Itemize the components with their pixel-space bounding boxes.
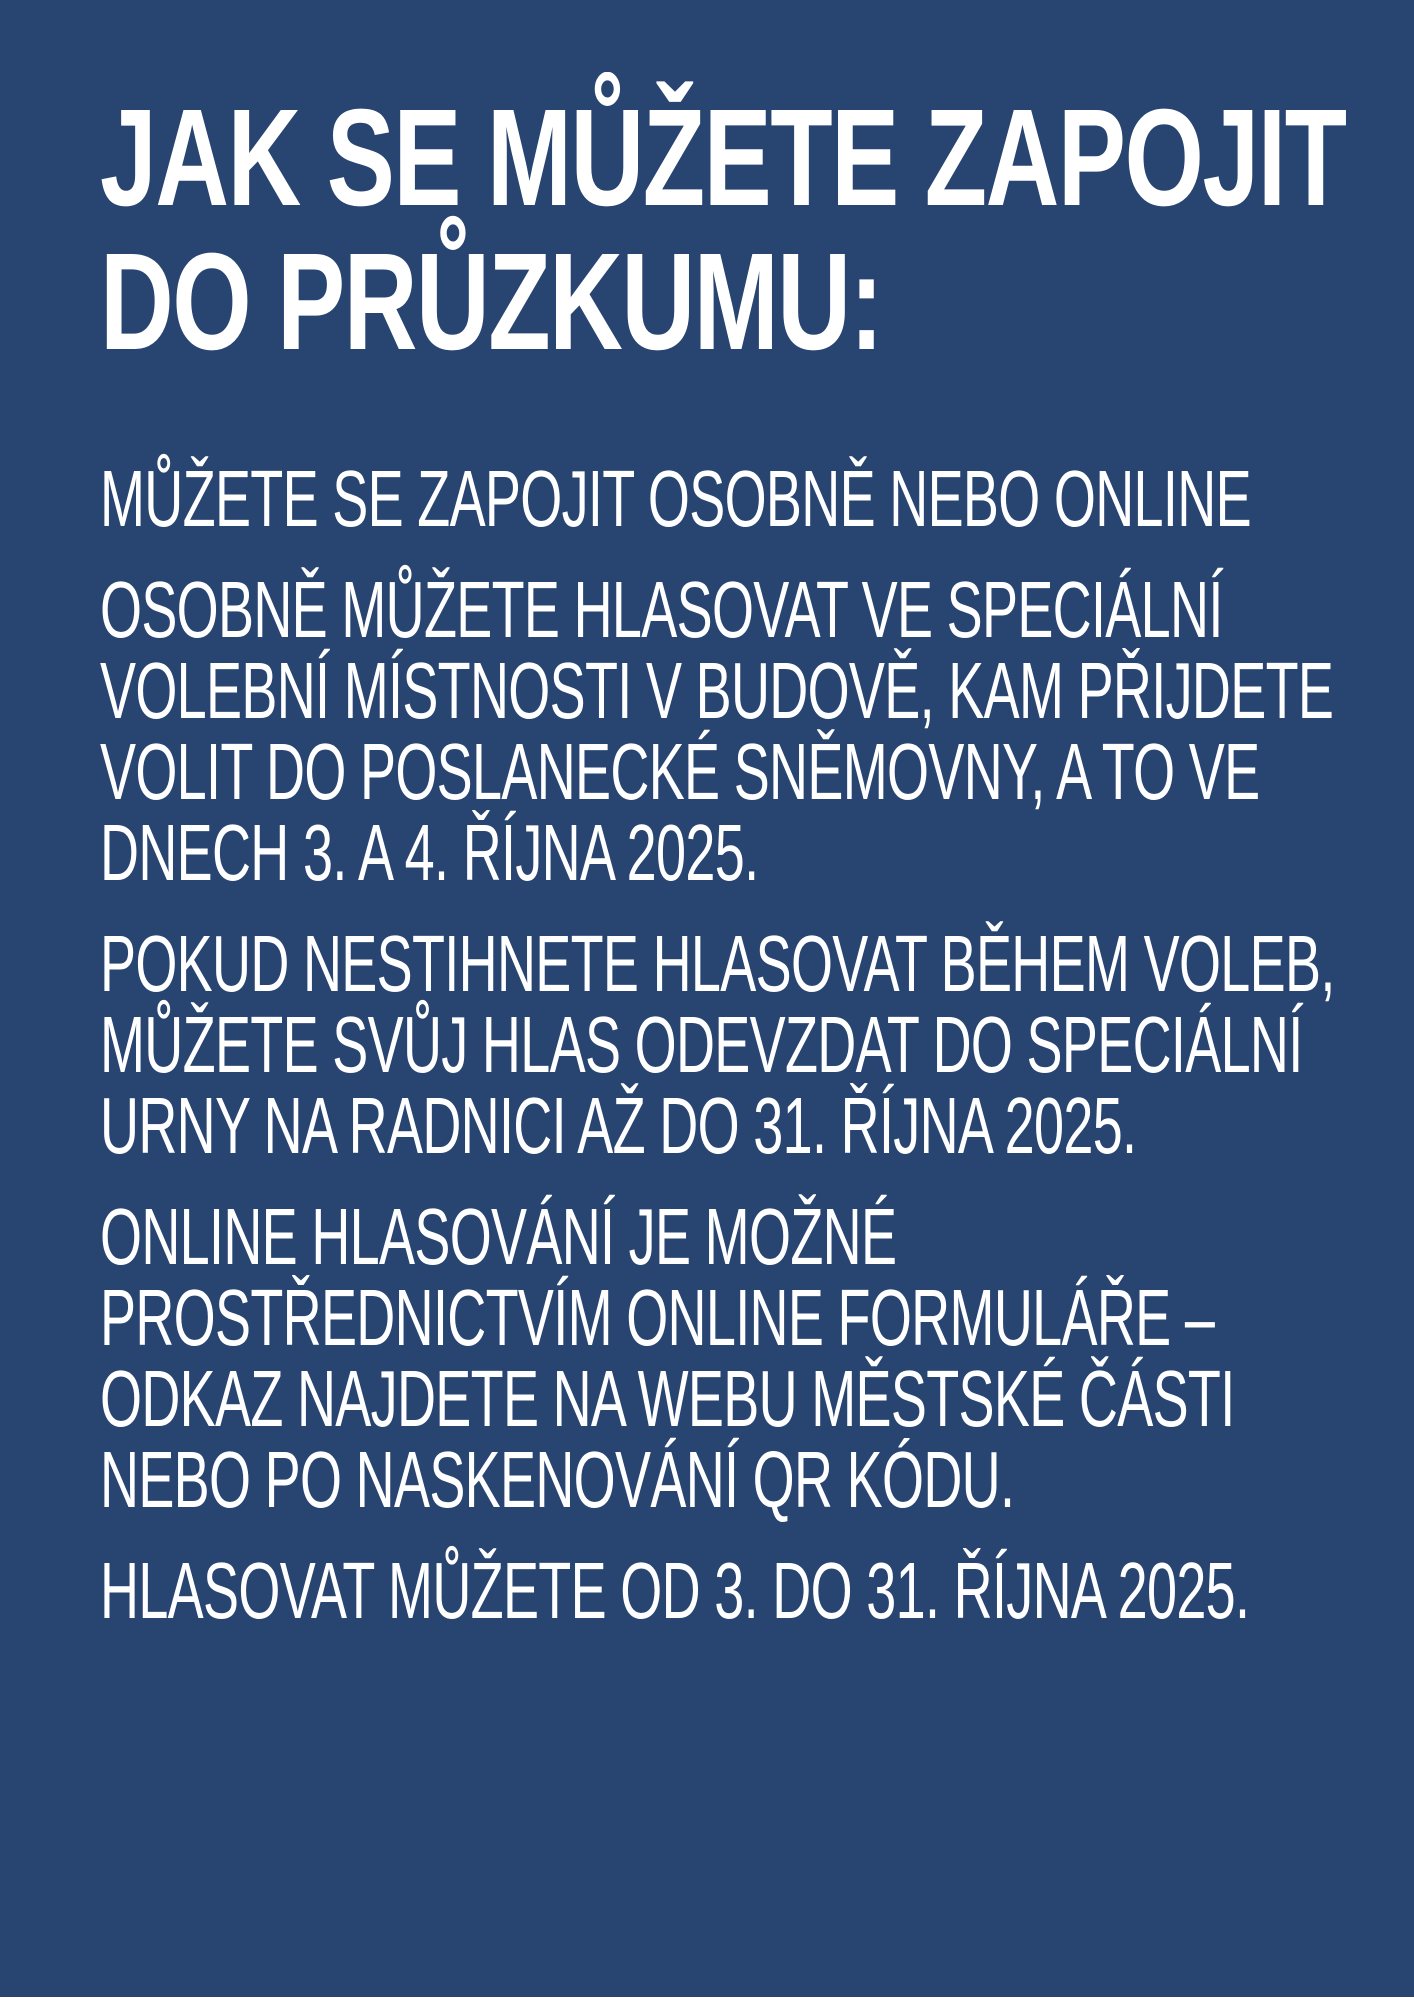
text-line: ODKAZ NAJDETE NA WEBU MĚSTSKÉ ČÁSTI [100, 1354, 1235, 1443]
text-line: ONLINE HLASOVÁNÍ JE MOŽNÉ [100, 1192, 897, 1281]
paragraph-in-person-voting [100, 565, 1349, 897]
text-line: URNY NA RADNICI AŽ DO 31. ŘÍJNA 2025. [100, 1081, 1137, 1170]
text-line: MŮŽETE SE ZAPOJIT OSOBNĚ NEBO ONLINE [100, 454, 1251, 543]
title-line-1: JAK SE MŮŽETE ZAPOJIT [100, 81, 1346, 235]
text-line: VOLIT DO POSLANECKÉ SNĚMOVNY, A TO VE [100, 727, 1260, 816]
paragraph-participation-mode [100, 454, 1349, 543]
text-line: NEBO PO NASKENOVÁNÍ QR KÓDU. [100, 1435, 1015, 1524]
text-line: POKUD NESTIHNETE HLASOVAT BĚHEM VOLEB, [100, 919, 1335, 1008]
text-line: OSOBNĚ MŮŽETE HLASOVAT VE SPECIÁLNÍ [100, 565, 1223, 654]
text-line: PROSTŘEDNICTVÍM ONLINE FORMULÁŘE – [100, 1273, 1215, 1362]
text-line: HLASOVAT MŮŽETE OD 3. DO 31. ŘÍJNA 2025. [100, 1546, 1250, 1635]
body-text [100, 454, 1354, 1635]
text-line: VOLEBNÍ MÍSTNOSTI V BUDOVĚ, KAM PŘIJDETE [100, 646, 1334, 735]
text-line: DNECH 3. A 4. ŘÍJNA 2025. [100, 808, 759, 897]
page-title [100, 81, 1358, 379]
paragraph-online-voting [100, 1192, 1349, 1524]
paragraph-voting-period [100, 1546, 1349, 1635]
title-line-2: DO PRŮZKUMU: [100, 225, 883, 379]
text-line: MŮŽETE SVŮJ HLAS ODEVZDAT DO SPECIÁLNÍ [100, 1000, 1303, 1089]
paragraph-town-hall-urn [100, 919, 1349, 1170]
